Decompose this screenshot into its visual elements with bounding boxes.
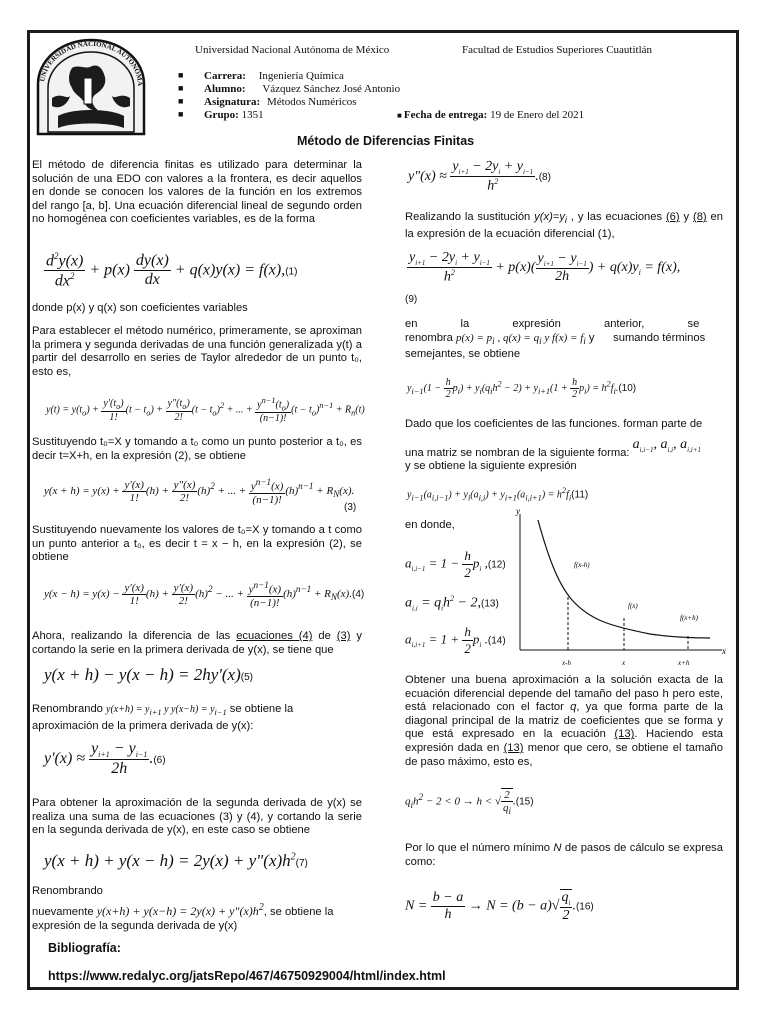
finite-difference-graph (510, 504, 732, 676)
svg-text:f(x-h): f(x-h) (574, 561, 590, 569)
equation-12: $a_{i,i-1} = 1$ − $\frac{h}{2}$ $p_i$ ,(12) (405, 548, 506, 580)
step-size-paragraph: Obtener una buena aproximación a la solución exacta de la ecuación diferencial depende del tamaño del paso h pero este, está relacionado con el factor q, ya que forma parte de la diagonal principal de la matriz de coeficientes que se forma y que está expresado en la ecuación (13). Haciendo esta expresión dada en (13) menor que cero, se obtiene el tamaño de paso máximo, esto es, (405, 674, 723, 768)
coefficients-note: donde p(x) y q(x) son coeficientes variables (32, 302, 248, 314)
en-donde: en donde, (405, 519, 455, 531)
substitution-backward: Sustituyendo nuevamente los valores de t₀=X y tomando a t como un punto anterior a t₀, es decir t = x − h, en la expresión (2), se obtiene (32, 524, 362, 564)
faculty-name: Facultad de Estudios Superiores Cuautitlán (462, 44, 653, 56)
equation-11: $y_{i-1}(a_{i,i-1}) + y_i(a_{i,i}) + y_{i+1}(a_{i,i+1}) = h^2f_i(11)$ (407, 486, 589, 503)
equation-9: $\frac{y_{i+1} - 2y_i + y_{i-1}}{h^2}$ + p(x)( $\frac{y_{i+1} - y_{i-1}}{2h}$ ) + $q(x)y_i = f(x)$, (409, 250, 681, 285)
equation-15: $q_ih^2 - 2 < 0 \to h$ < √ $\frac{2}{q_i}$ .(15) (405, 789, 534, 817)
svg-text:x+h: x+h (678, 659, 690, 667)
svg-text:x: x (622, 659, 626, 667)
graph-svg (510, 504, 732, 676)
second-derivative-paragraph: Para obtener la aproximación de la segunda derivada de y(x) se realiza una suma de las ecuaciones (3) y (4), y cortando la serie en la segunda derivada de y(x), en este caso se obtiene (32, 797, 362, 837)
svg-text:f(x+h): f(x+h) (680, 614, 698, 622)
equation-9-number: (9) (405, 294, 418, 305)
svg-text:y: y (516, 506, 520, 516)
svg-text:x: x (722, 646, 726, 656)
header-item-alumno: ■ Alumno: Vázquez Sánchez José Antonio (178, 83, 401, 95)
university-name: Universidad Nacional Autónoma de México (195, 44, 390, 56)
taylor-paragraph: Para establecer el método numérico, primeramente, se aproximan la primera y segunda derivadas de una función generalizada y(t) a partir del desarrollo en series de Taylor alrededor de un punto t₀, esto es, (32, 325, 362, 378)
difference-paragraph: Ahora, realizando la diferencia de las ecuaciones (4) de (3) y cortando la serie en la primera derivada de y(x), se tiene que (32, 630, 362, 656)
equation-16: N = $\frac{b - a}{h}$ → N = (b − a)√ $\frac{q_i}{2}$ .(16) (405, 889, 594, 923)
substitution-forward: Sustituyendo t₀=X y tomando a t₀ como un punto posterior a t₀, es decir t=X+h, en la expresión (2), se obtiene (32, 436, 362, 462)
equation-1: $\frac{d^2y(x)}{dx^2}$ + p(x) $\frac{dy(x)}{dx}$ + q(x)y(x) = f(x),(1) (46, 251, 298, 290)
equation-6: y'(x) ≈ $\frac{y_{i+1} - y_{i-1}}{2h}$ .(6) (44, 740, 166, 778)
bibliography-url[interactable]: https://www.redalyc.org/jatsRepo/467/46750929004/html/index.html (48, 969, 446, 983)
header-item-asignatura: ■ Asignatura: Métodos Numéricos (178, 96, 357, 108)
equation-3-number: (3) (344, 502, 357, 513)
svg-text:UNIVERSIDAD NACIONAL AUTONOMA: UNIVERSIDAD NACIONAL AUTONOMA (38, 39, 145, 86)
equation-5: y(x + h) − y(x − h) = 2hy'(x)(5) (44, 665, 253, 684)
equation-7: $y(x + h) + y(x - h) = 2y(x) + y"(x)h^2(7)$ (44, 851, 308, 870)
equation-14: $a_{i,i+1} = 1$ + $\frac{h}{2}$ $p_i$ .(14) (405, 624, 506, 656)
rename-3: en la expresión anterior, se renombra $p(x) = p_i$ , $q(x) = q_i$ y $f(x) = f_i$ y sumando términos semejantes, se obtiene (405, 318, 706, 361)
delivery-date: ■ Fecha de entrega: 19 de Enero del 2021 (397, 109, 585, 121)
intro-paragraph: El método de diferencia finitas es utilizado para determinar la solución de una EDO con valores a la frontera, es decir aquellos en donde se conocen los valores de la función en los extremos del rango [a, b]. Una ecuación diferencial lineal de segundo orden no homogénea con coeficientes variables, es de la forma (32, 159, 362, 226)
equation-3: y(x + h) = y(x) + $\frac{y'(x)}{1!}$ (h) + $\frac{y"(x)}{2!}$ $(h)^2$ + ... + $\frac{y^{n-1}(x)}{(n-1)!}$ $(h)^{n-1} + R_N(x)$. (44, 477, 355, 506)
rename-1: Renombrando $y(x+h) = y_{i+1}$ y $y(x-h) = y_{i-1}$ se obtiene la aproximación de la primera derivada de y(x): (32, 703, 294, 732)
rename-2-label: Renombrando (32, 885, 103, 897)
matrix-paragraph-3: y se obtiene la siguiente expresión (405, 460, 577, 472)
matrix-paragraph-2: una matriz se nombran de la siguiente forma: $a_{i,i-1}$, $a_{i,i}$, $a_{i,i+1}$ (405, 437, 701, 459)
matrix-paragraph-1: Dado que los coeficientes de las funciones. forman parte de (405, 418, 703, 430)
bibliography-label: Bibliografía: (48, 941, 121, 955)
equation-2-taylor: $y(t) = y(t_o)$ + $\frac{y'(t_o)}{1!}$ $(t - t_o)$ + $\frac{y"(t_o)}{2!}$ $(t - t_o)^2$ + ... + $\frac{y^{n-1}(t_o)}{(n-1)!}$ $(t - t_o)^{n-1} + R_n(t)$ (46, 396, 365, 425)
equation-13: $a_{i,i} = q_ih^2 - 2,(13)$ (405, 594, 499, 613)
unam-seal (32, 38, 150, 138)
equation-10: $y_{i-1}(1$ − $\frac{h}{2}$ $p_i) + y_i(q_ih^2 - 2) + y_{i+1}(1$ + $\frac{h}{2}$ $p_i) = h^2f_i.(10)$ (407, 377, 637, 400)
equation-4: y(x − h) = y(x) − $\frac{y'(x)}{1!}$ (h) + $\frac{y'(x)}{2!}$ $(h)^2$ − ... + $\frac{y^{n-1}(x)}{(n-1)!}$ $(h)^{n-1} + R_N(x).(4)$ (44, 580, 365, 609)
equation-8: y"(x) ≈ $\frac{y_{i+1} - 2y_i + y_{i-1}}{h^2}$ .(8) (408, 159, 551, 194)
min-steps-paragraph: Por lo que el número mínimo N de pasos de cálculo se expresa como: (405, 842, 723, 868)
header-item-grupo: ■ Grupo: 1351 (178, 109, 264, 121)
substitution-paragraph: Realizando la sustitución $y(x)=y_i$ , y las ecuaciones (6) y (8) en la expresión de la ecuación diferencial (1), (405, 211, 723, 240)
svg-text:x-h: x-h (562, 659, 571, 667)
svg-text:f(x): f(x) (628, 602, 638, 610)
page-title: Método de Diferencias Finitas (297, 134, 475, 148)
rename-2: nuevamente $y(x+h) + y(x-h) = 2y(x) + y"(x)h^2$, se obtiene la expresión de la segunda derivada de y(x) (32, 902, 334, 932)
header-item-carrera: ■ Carrera: Ingeniería Química (178, 70, 344, 82)
